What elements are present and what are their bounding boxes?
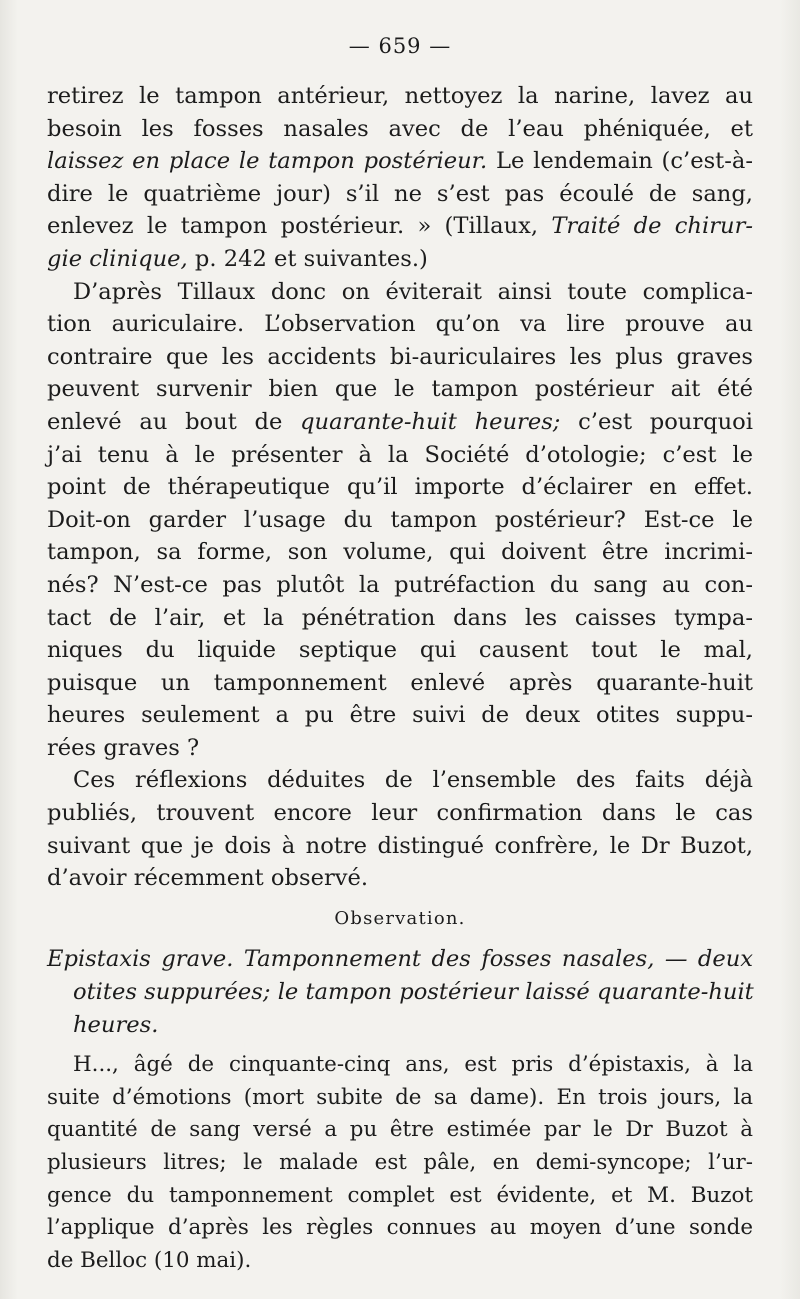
text-line: j’ai tenu à le présenter à la Société d’otologie; c’est le	[47, 441, 753, 468]
italic-text: heures.	[73, 1011, 159, 1038]
italic-text: Traité de chirur-	[551, 213, 753, 240]
text-line: contraire que les accidents bi-auriculaires les plus graves	[47, 343, 753, 370]
italic-text: gie clinique,	[47, 245, 188, 272]
text-run: enlevé au bout de	[47, 408, 301, 435]
text-line: niques du liquide septique qui causent tout le mal,	[47, 637, 753, 664]
italic-text: quarante-huit heures;	[300, 408, 561, 435]
text-line	[47, 210, 753, 243]
text-line: nés? N’est-ce pas plutôt la putréfaction du sang au con-	[47, 571, 753, 598]
body-text	[47, 80, 753, 1277]
text-line: D’après Tillaux donc on éviterait ainsi toute complica-	[73, 278, 753, 305]
text-line: tampon, sa forme, son volume, qui doivent être incrimi-	[47, 539, 753, 566]
text-line	[47, 145, 753, 178]
section-heading: Observation.	[334, 907, 466, 929]
paragraph-1	[47, 80, 753, 276]
paragraph-2	[47, 276, 753, 765]
text-line: Doit-on garder l’usage du tampon postérieur? Est-ce le	[47, 506, 753, 533]
text-line	[47, 406, 753, 439]
text-line: rées graves ?	[47, 734, 200, 761]
paragraph-3	[47, 764, 753, 894]
case-body	[47, 1049, 753, 1277]
text-line	[47, 976, 753, 1009]
text-line: peuvent survenir bien que le tampon postérieur ait été	[47, 376, 753, 403]
text-line: heures seulement a pu être suivi de deux otites suppu-	[47, 702, 753, 729]
text-run: enlevez le tampon postérieur. » (Tillaux,	[47, 213, 552, 240]
text-line: publiés, trouvent encore leur confirmation dans le cas	[47, 800, 753, 827]
text-line: dire le quatrième jour) s’il ne s’est pas écoulé de sang,	[47, 180, 753, 207]
text-line	[47, 243, 753, 276]
text-line: besoin les fosses nasales avec de l’eau phéniquée, et	[47, 115, 753, 142]
text-line: suite d’émotions (mort subite de sa dame). En trois jours, la	[47, 1084, 753, 1110]
text-line: tact de l’air, et la pénétration dans les caisses tympa-	[47, 604, 753, 631]
text-line: tion auriculaire. L’observation qu’on va lire prouve au	[47, 311, 753, 338]
text-line: suivant que je dois à notre distingué confrère, le Dr Buzot,	[47, 832, 753, 859]
text-line: gence du tamponnement complet est évidente, et M. Buzot	[47, 1182, 753, 1208]
text-line: plusieurs litres; le malade est pâle, en demi-syncope; l’ur-	[47, 1150, 753, 1175]
text-run: c’est pourquoi	[560, 408, 754, 435]
text-line: Ces réflexions déduites de l’ensemble des faits déjà	[73, 767, 753, 794]
text-line: point de thérapeutique qu’il importe d’éclairer en effet.	[47, 474, 753, 501]
italic-text: otites suppurées; le tampon postérieur laissé quarante-huit	[73, 979, 754, 1006]
case-title	[47, 943, 753, 1041]
text-line	[47, 943, 753, 976]
text-line: retirez le tampon antérieur, nettoyez la narine, lavez au	[47, 83, 753, 109]
text-line: quantité de sang versé a pu être estimée par le Dr Buzot à	[47, 1117, 753, 1143]
text-line: puisque un tamponnement enlevé après quarante-huit	[47, 669, 753, 696]
italic-text: Epistaxis grave. Tamponnement des fosses nasales, — deux	[47, 946, 753, 973]
italic-text: laissez en place le tampon postérieur.	[47, 148, 488, 175]
text-line: d’avoir récemment observé.	[47, 865, 369, 892]
text-line: H..., âgé de cinquante-cinq ans, est pris d’épistaxis, à la	[73, 1052, 753, 1078]
text-line: l’applique d’après les règles connues au moyen d’une sonde	[47, 1215, 753, 1241]
text-run: p. 242 et suivantes.)	[187, 245, 428, 272]
text-run: Le lendemain (c’est-à-	[487, 148, 753, 175]
text-line	[47, 1009, 753, 1042]
page-number: — 659 —	[348, 34, 452, 58]
text-line: de Belloc (10 mai).	[47, 1247, 252, 1273]
